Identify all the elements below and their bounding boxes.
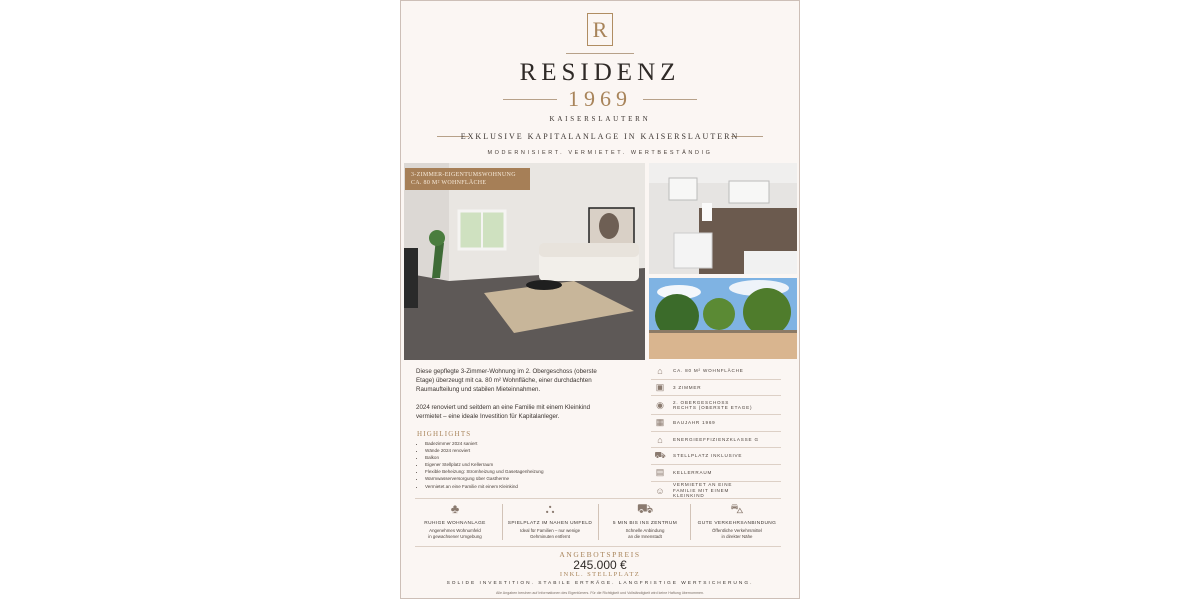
expose-sheet (400, 0, 800, 599)
feature-subtitle: Gehminuten entfernt (529, 534, 571, 540)
feature-subtitle: in gewachsener Umgebung (428, 534, 482, 540)
monogram-letter: R (592, 17, 608, 42)
ribbon-area: CA. 80 M² WOHNFLÄCHE (411, 180, 487, 186)
feature-subtitle: in direkter Nähe (721, 534, 753, 540)
fact-text: 3 ZIMMER (673, 384, 702, 390)
fact-build-year (651, 415, 781, 432)
feature-title: SPIELPLATZ IM NAHEN UMFELD (507, 521, 593, 526)
tree-icon: ♣ (450, 501, 460, 516)
logo-monogram (587, 13, 613, 46)
brand-name: RESIDENZ (519, 59, 681, 86)
feature-title: RUHIGE WOHNANLAGE (424, 521, 486, 526)
fact-text: BAUJAHR 1969 (673, 420, 716, 426)
house-icon: ⌂ (657, 365, 663, 376)
highlight-item: • Badezimmer 2024 saniert (425, 440, 544, 447)
highlight-item: • Flexible Beheizung: Stromheizung und Gasetagenheizung (425, 468, 544, 475)
fact-energy-class (651, 432, 781, 449)
fact-tenancy (651, 482, 781, 500)
fact-living-area (651, 363, 781, 380)
fact-text: STELLPLATZ INKLUSIVE (673, 453, 743, 459)
fact-cellar (651, 465, 781, 482)
feature-subtitle: Schnelle Anbindung (625, 528, 665, 533)
price-label: ANGEBOTSPREIS (559, 550, 641, 559)
highlight-item: • Wände 2024 renoviert (425, 447, 544, 454)
calendar-icon: ▦ (655, 417, 665, 428)
balcony-photo (649, 278, 797, 359)
slogan: SOLIDE INVESTITION. STABILE ERTRÄGE. LANGFRISTIGE WERTSICHERUNG. (446, 581, 754, 586)
feature-center-distance (599, 500, 691, 540)
feature-subtitle: Angenehmes Wohnumfeld (429, 528, 481, 533)
bathroom-photo (649, 163, 797, 274)
description-paragraph-2: 2024 renoviert und seitdem an eine Familie mit einem Kleinkind vermietet – eine ideale Investition für Kapitalanleger. (416, 404, 591, 420)
playground-icon: ⛬ (545, 501, 555, 516)
feature-title: GUTE VERKEHRSANBINDUNG (697, 521, 777, 526)
feature-quiet-complex (409, 500, 501, 540)
feature-subtitle: an die Innenstadt (628, 534, 662, 540)
headline: EXKLUSIVE KAPITALANLAGE IN KAISERSLAUTERN (460, 132, 740, 141)
highlight-item: • Vermietet an eine Familie mit einem Kleinkind (425, 483, 544, 490)
fact-text: KELLERRAUM (673, 470, 713, 476)
location-pin-icon: ◉ (656, 399, 664, 410)
floorplan-icon: ▣ (655, 381, 665, 392)
car-icon: ⛟ (654, 450, 666, 461)
feature-playground (504, 500, 596, 540)
apartment-ribbon (405, 168, 530, 190)
feature-subtitle: Ideal für Familien – nur wenige (519, 528, 581, 533)
price-note: INKL. STELLPLATZ (559, 571, 641, 578)
highlight-item: • Balkon (425, 454, 544, 461)
brand-year: 1969 (568, 86, 632, 111)
box-icon: ▤ (655, 467, 665, 478)
feature-transport (691, 500, 783, 540)
highlights-list (417, 440, 544, 490)
description-paragraph-1: Diese gepflegte 3-Zimmer-Wohnung im 2. Obergeschoss (oberste Etage) überzeugt mit ca. 80 m² Wohnfläche, einer durchdachten Raumaufteilung und stabilen Mieteinnahmen. (416, 368, 597, 393)
fact-text: ENERGIEEFFIZIENZKLASSE G (673, 436, 759, 442)
feature-divider (502, 504, 503, 540)
brand-city: KAISERSLAUTERN (549, 115, 651, 123)
living-room-photo (404, 163, 645, 360)
family-icon: ☺ (655, 485, 665, 496)
fact-parking (651, 448, 781, 465)
ribbon-rooms: 3-ZIMMER-EIGENTUMSWOHNUNG (411, 172, 516, 178)
logo-underline (566, 53, 634, 54)
fact-text: 2. OBERGESCHOSS RECHTS (OBERSTE ETAGE) (673, 399, 753, 411)
disclaimer: Alle Angaben beruhen auf Informationen des Eigentümers. Für die Richtigkeit und Vollständigkeit wird keine Haftung übernommen. (496, 591, 704, 595)
fact-text: VERMIETET AN EINE FAMILIE MIT EINEM KLEINKIND (673, 482, 733, 499)
fact-text: CA. 80 M² WOHNFLÄCHE (673, 368, 744, 374)
highlight-item: • Eigener Stellplatz und Kellerraum (425, 461, 544, 468)
feature-subtitle: Öffentliche Verkehrsmittel (712, 528, 762, 533)
car-icon: ⛟ (636, 501, 654, 516)
bus-icon: ⛍ (730, 501, 744, 516)
facts-list (651, 363, 781, 500)
tagline: MODERNISIERT. VERMIETET. WERTBESTÄNDIG (487, 150, 713, 156)
feature-title: 5 MIN BIS INS ZENTRUM (612, 521, 678, 526)
price-top-rule (415, 546, 781, 547)
price-value: 245.000 € (573, 558, 627, 572)
energy-house-icon: ⌂ (657, 434, 663, 445)
fact-rooms (651, 380, 781, 397)
highlights-title: HIGHLIGHTS (417, 430, 472, 438)
fact-floor (651, 396, 781, 415)
features-top-rule (415, 498, 781, 499)
highlight-item: • Warmwasserversorgung über Gastherme (425, 475, 544, 482)
